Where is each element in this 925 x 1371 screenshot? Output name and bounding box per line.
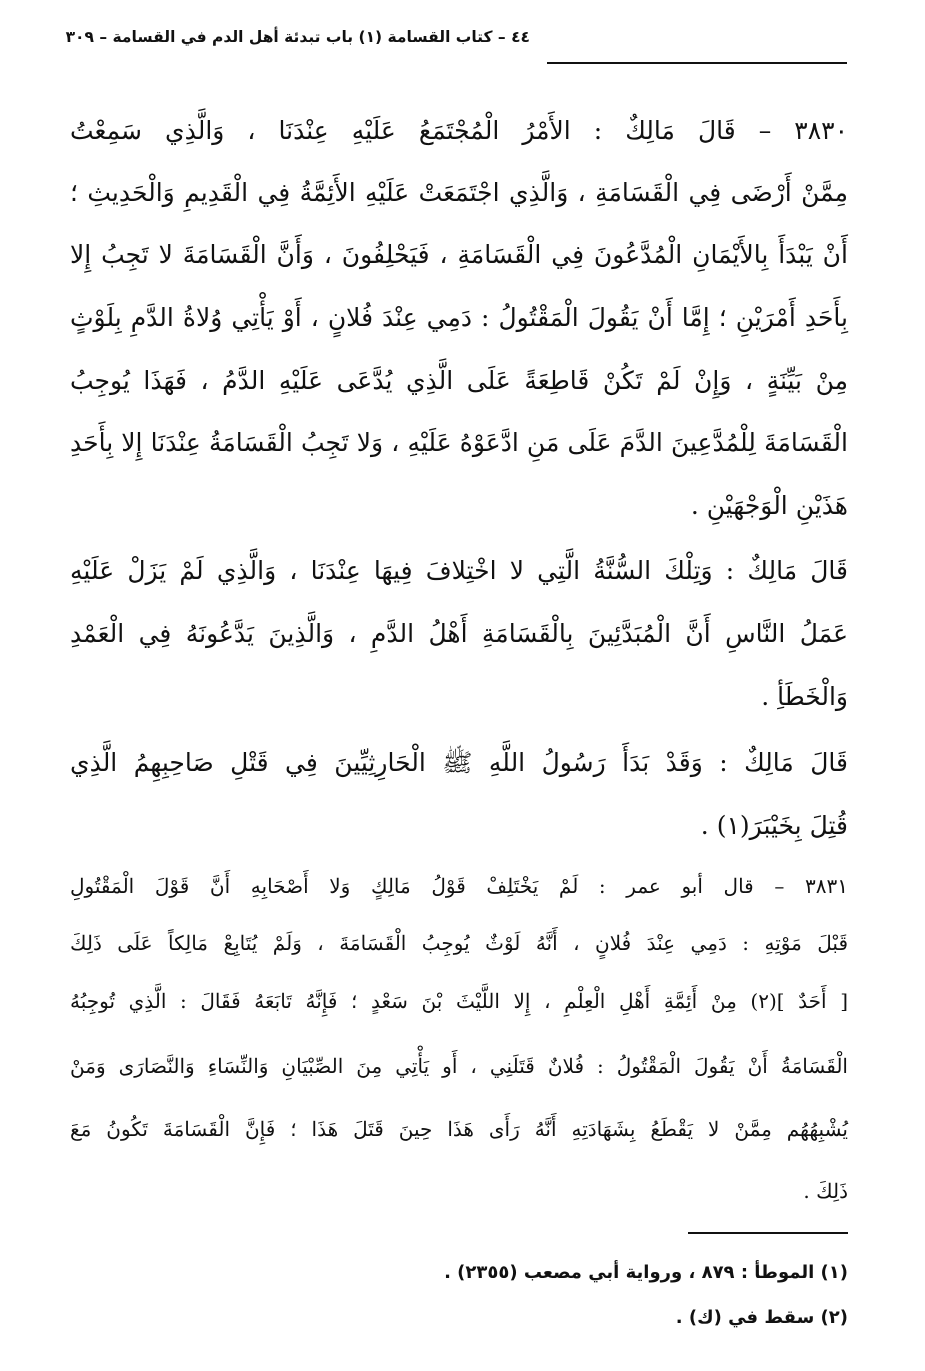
footnote-separator <box>688 1232 848 1234</box>
text-line: ذَلِكَ . <box>803 1179 848 1203</box>
text-line: مِنْ بَيِّنَةٍ ، وَإِنْ لَمْ تَكُنْ قَاطِعَةً عَلَى الَّذِي يُدَّعَى عَلَيْهِ الدَّمُ ، فَهَذَا يُوجِبُ <box>70 366 848 395</box>
text-line: قُتِلَ بِخَيْبَرَ(١) . <box>700 811 848 840</box>
text-line: أَنْ يَبْدَأَ بِالأَيْمَانِ الْمُدَّعُونَ فِي الْقَسَامَةِ ، فَيَحْلِفُونَ ، وَأَنَّ الْقَسَامَةَ لا تَجِبُ إِلا <box>70 240 848 269</box>
text-line: مِمَّنْ أَرْضَى فِي الْقَسَامَةِ ، وَالَّذِي اجْتَمَعَتْ عَلَيْهِ الأَئِمَّةُ فِي الْقَدِيمِ وَالْحَدِيثِ ؛ <box>70 178 848 207</box>
text-line: هَذَيْنِ الْوَجْهَيْنِ . <box>690 491 848 520</box>
text-line: الْقَسَامَةَ لِلْمُدَّعِينَ الدَّمَ عَلَى مَنِ ادَّعَوْهُ عَلَيْهِ ، وَلا تَجِبُ الْقَسَامَةُ عِنْدَنَا إِلا بِأَحَدِ <box>70 428 848 457</box>
text-line: ٣٨٣١ – قال أبو عمر : لَمْ يَخْتَلِفْ قَوْلُ مَالِكٍ وَلا أَصْحَابِهِ أَنَّ قَوْلَ الْمَقْتُولِ <box>70 874 848 898</box>
text-line: قَبْلَ مَوْتِهِ : دَمِي عِنْدَ فُلانٍ ، أَنَّهُ لَوْثٌ يُوجِبُ الْقَسَامَةَ ، وَلَمْ يُتَابِعْ مَالِكاً عَلَى ذَلِكَ <box>70 931 848 955</box>
footnote: (٢) سقط في (ك) . <box>675 1307 848 1328</box>
text-line: وَالْخَطَأِ . <box>761 682 848 711</box>
text-line: قَالَ مَالِكٌ : وَقَدْ بَدَأَ رَسُولُ اللَّهِ ﷺ الْحَارِثِيِّينَ فِي قَتْلِ صَاحِبِهِمُ الَّذِي <box>70 748 848 777</box>
text-line: [ أَحَدٌ ](٢) مِنْ أَئِمَّةِ أَهْلِ الْعِلْمِ ، إِلا اللَّيْثَ بْنَ سَعْدٍ ؛ فَإِنَّهُ تَابَعَهُ فَقَالَ : الَّذِي تُوجِبُهُ <box>70 989 848 1013</box>
text-line: الْقَسَامَةُ أَنْ يَقُولَ الْمَقْتُولُ : فُلانٌ قَتَلَنِي ، أَو يَأْتِي مِنَ الصِّبْيَانِ وَالنِّسَاءِ وَالنَّصَارَى وَمَنْ <box>70 1054 848 1078</box>
text-line: قَالَ مَالِكٌ : وَتِلْكَ السُّنَّةُ الَّتِي لا اخْتِلافَ فِيهَا عِنْدَنَا ، وَالَّذِي لَمْ يَزَلْ عَلَيْهِ <box>70 556 848 585</box>
header-rule <box>547 62 847 64</box>
text-line: عَمَلُ النَّاسِ أَنَّ الْمُبَدَّئِينَ بِالْقَسَامَةِ أَهْلُ الدَّمِ ، وَالَّذِينَ يَدَّعُونَهُ فِي الْعَمْدِ <box>70 619 848 648</box>
footnote: (١) الموطأ : ٨٧٩ ، ورواية أبي مصعب (٢٣٥٥) . <box>444 1262 848 1283</box>
text-line: بِأَحَدِ أَمْرَيْنِ ؛ إِمَّا أَنْ يَقُولَ الْمَقْتُولُ : دَمِي عِنْدَ فُلانٍ ، أَوْ يَأْتِي وُلاةُ الدَّمِ بِلَوْثٍ <box>70 303 848 332</box>
running-header: ٤٤ – كتاب القسامة (١) باب تبدئة أهل الدم في القسامة – ٣٠٩ <box>65 28 530 46</box>
text-line: ٣٨٣٠ – قَالَ مَالِكٌ : الأَمْرُ الْمُجْتَمَعُ عَلَيْهِ عِنْدَنَا ، وَالَّذِي سَمِعْتُ <box>70 116 848 145</box>
text-line: يُشْبِهُهُم مِمَّنْ لا يَقْطَعُ بِشَهَادَتِهِ أَنَّهُ رَأَى هَذَا حِينَ قَتَلَ هَذَا ؛ فَإِنَّ الْقَسَامَةَ تَكُونُ مَعَ <box>70 1117 848 1141</box>
